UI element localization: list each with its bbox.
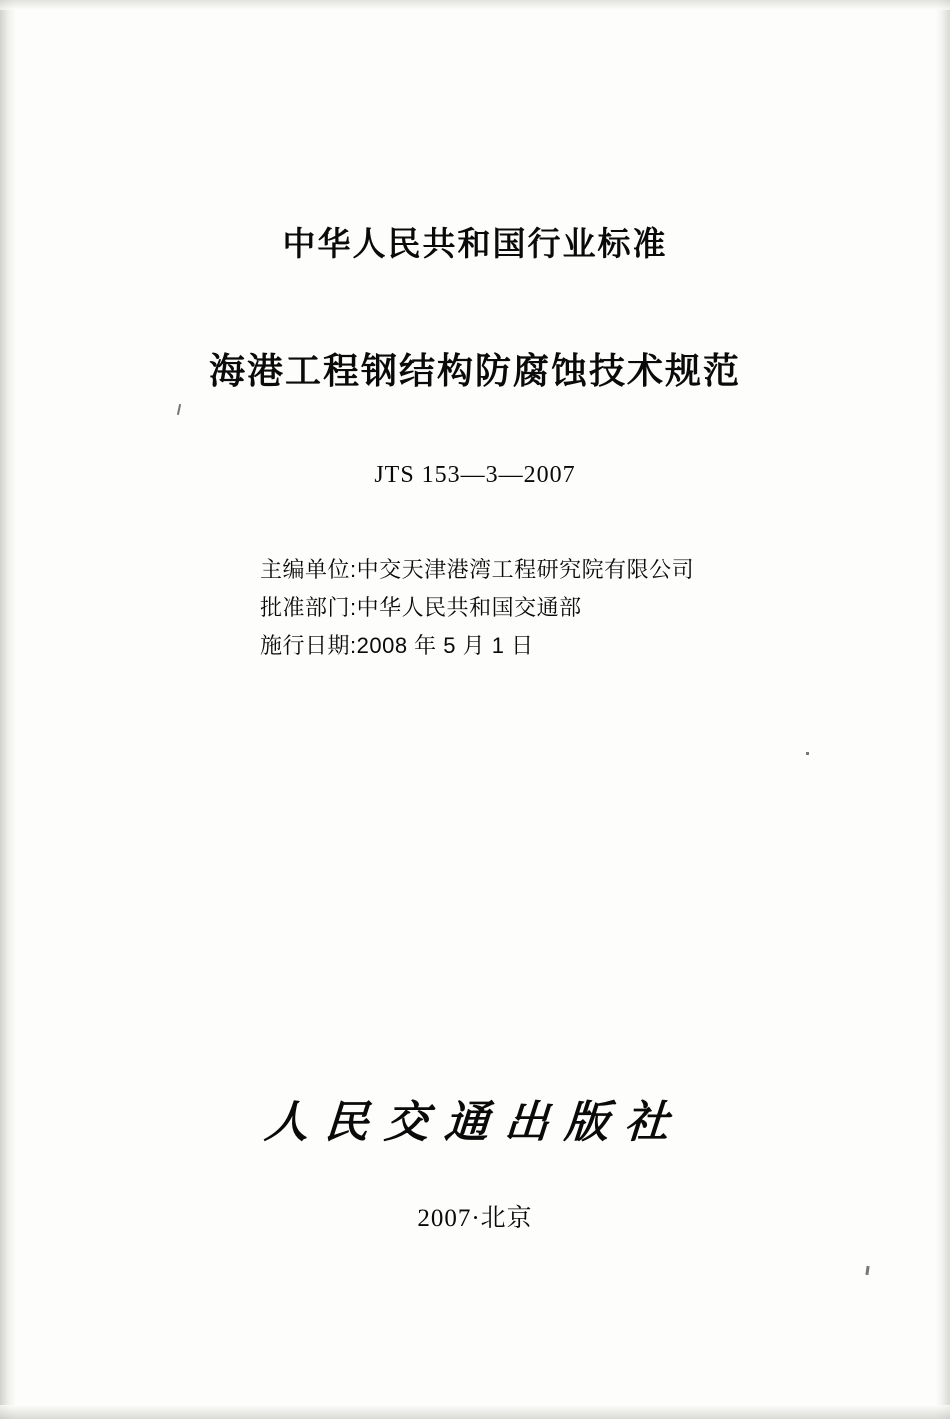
scan-speck bbox=[806, 752, 809, 755]
scan-edge-top bbox=[0, 0, 950, 10]
publisher-name bbox=[0, 1086, 950, 1150]
metadata-chief-editor: 主编单位:中交天津港湾工程研究院有限公司 bbox=[260, 557, 695, 582]
scan-edge-bottom bbox=[0, 1405, 950, 1419]
metadata-effective-date: 施行日期:2008 年 5 月 1 日 bbox=[260, 632, 534, 658]
metadata-block bbox=[260, 551, 850, 664]
standard-series-heading: 中华人民共和国行业标准 bbox=[282, 225, 668, 262]
page-content bbox=[0, 218, 950, 664]
page-title: 海港工程钢结构防腐蚀技术规范 bbox=[208, 350, 741, 391]
metadata-approval-department: 批准部门:中华人民共和国交通部 bbox=[260, 594, 582, 620]
scan-speck bbox=[865, 1266, 869, 1275]
publisher-name-text: 人民交通出版社 bbox=[262, 1098, 687, 1147]
standard-code: JTS 153—3—2007 bbox=[374, 462, 576, 488]
imprint-line: 2007·北京 bbox=[417, 1205, 533, 1232]
